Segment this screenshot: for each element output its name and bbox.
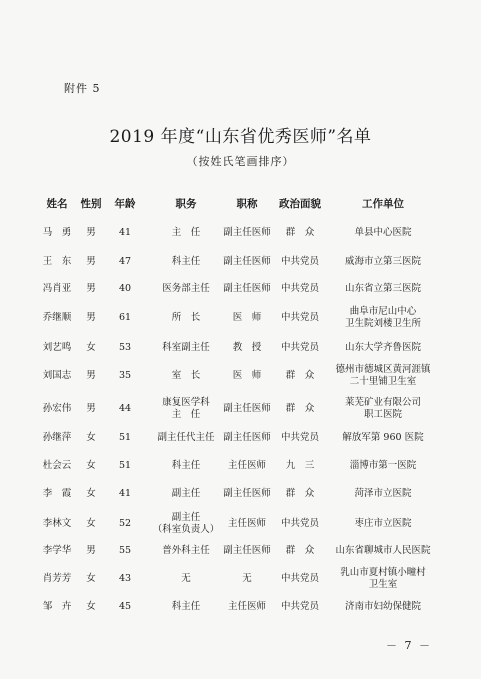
cell-name: 李 霞 xyxy=(42,488,72,499)
cell-unit: 济南市妇幼保健院 xyxy=(344,601,422,612)
cell-post: 副主任代主任 xyxy=(157,432,215,443)
cell-party: 中共党员 xyxy=(280,573,320,584)
cell-age: 40 xyxy=(118,283,132,294)
cell-age: 55 xyxy=(118,545,132,556)
cell-post: 普外科主任 xyxy=(162,545,210,556)
cell-unit: 德州市德城区黄河涯镇 二十里铺卫生室 xyxy=(335,364,431,387)
cell-name: 肖芳芳 xyxy=(42,573,72,584)
cell-title: 副主任医师 xyxy=(223,488,271,499)
cell-title: 主任医师 xyxy=(227,518,267,529)
cell-age: 44 xyxy=(118,403,132,414)
cell-title: 副主任医师 xyxy=(223,256,271,267)
cell-age: 51 xyxy=(118,432,132,443)
cell-age: 41 xyxy=(118,488,132,499)
cell-sex: 男 xyxy=(86,283,96,294)
document-subtitle: （按姓氏笔画排序） xyxy=(186,155,295,168)
cell-age: 41 xyxy=(118,227,132,238)
cell-name: 冯肖亚 xyxy=(42,283,72,294)
cell-age: 43 xyxy=(118,573,132,584)
cell-post: 科主任 xyxy=(171,460,201,471)
cell-title: 副主任医师 xyxy=(223,403,271,414)
cell-post: 副主任 （科室负责人） xyxy=(152,512,220,535)
cell-name: 孙宏伟 xyxy=(42,403,72,414)
cell-title: 副主任医师 xyxy=(223,283,271,294)
cell-party: 中共党员 xyxy=(280,432,320,443)
cell-sex: 女 xyxy=(86,601,96,612)
cell-sex: 男 xyxy=(86,370,96,381)
cell-title: 副主任医师 xyxy=(223,227,271,238)
header-post: 职务 xyxy=(175,198,197,210)
cell-name: 邹 卉 xyxy=(42,601,72,612)
cell-name: 马 勇 xyxy=(42,227,72,238)
header-age: 年龄 xyxy=(114,198,136,210)
cell-sex: 女 xyxy=(86,573,96,584)
cell-age: 52 xyxy=(118,518,132,529)
cell-party: 群 众 xyxy=(285,545,315,556)
cell-name: 刘国志 xyxy=(42,370,72,381)
cell-title: 主任医师 xyxy=(227,601,267,612)
cell-age: 47 xyxy=(118,256,132,267)
cell-sex: 女 xyxy=(86,432,96,443)
cell-unit: 山东省立第三医院 xyxy=(344,283,422,294)
cell-post: 康复医学科 主 任 xyxy=(162,397,210,420)
cell-name: 李学华 xyxy=(42,545,72,556)
document-title: 2019 年度“山东省优秀医师”名单 xyxy=(109,127,372,147)
cell-name: 乔继顺 xyxy=(42,312,72,323)
cell-unit: 曲阜市尼山中心 卫生院刘楼卫生所 xyxy=(344,306,422,329)
cell-post: 主 任 xyxy=(171,227,201,238)
cell-unit: 莱芜矿业有限公司 职工医院 xyxy=(344,397,422,420)
cell-sex: 男 xyxy=(86,545,96,556)
cell-sex: 男 xyxy=(86,312,96,323)
cell-name: 孙继萍 xyxy=(42,432,72,443)
cell-unit: 淄博市第一医院 xyxy=(349,460,417,471)
cell-party: 群 众 xyxy=(285,227,315,238)
cell-age: 45 xyxy=(118,601,132,612)
cell-party: 九 三 xyxy=(285,460,315,471)
cell-unit: 解放军第 960 医院 xyxy=(342,432,424,443)
cell-unit: 山东大学齐鲁医院 xyxy=(344,342,422,353)
cell-age: 51 xyxy=(118,460,132,471)
cell-title: 无 xyxy=(242,573,252,584)
cell-name: 李林文 xyxy=(42,518,72,529)
header-title: 职称 xyxy=(236,198,258,210)
cell-unit: 威海市立第三医院 xyxy=(344,256,422,267)
header-unit: 工作单位 xyxy=(362,198,404,210)
cell-party: 群 众 xyxy=(285,488,315,499)
header-sex: 性别 xyxy=(80,198,102,210)
cell-post: 医务部主任 xyxy=(162,283,210,294)
page-number: － 7 － xyxy=(386,639,432,652)
cell-party: 中共党员 xyxy=(280,342,320,353)
cell-unit: 乳山市夏村镇小疃村 卫生室 xyxy=(340,567,426,590)
cell-unit: 山东省聊城市人民医院 xyxy=(335,545,431,556)
cell-party: 中共党员 xyxy=(280,518,320,529)
cell-unit: 枣庄市立医院 xyxy=(354,518,412,529)
cell-age: 35 xyxy=(118,370,132,381)
cell-party: 中共党员 xyxy=(280,312,320,323)
cell-post: 科主任 xyxy=(171,601,201,612)
cell-title: 副主任医师 xyxy=(223,432,271,443)
header-party: 政治面貌 xyxy=(279,198,321,210)
cell-age: 53 xyxy=(118,342,132,353)
cell-party: 中共党员 xyxy=(280,256,320,267)
cell-name: 杜会云 xyxy=(42,460,72,471)
header-name: 姓名 xyxy=(46,198,68,210)
cell-title: 副主任医师 xyxy=(223,545,271,556)
cell-sex: 女 xyxy=(86,460,96,471)
cell-title: 教 授 xyxy=(232,342,262,353)
cell-unit: 单县中心医院 xyxy=(354,227,412,238)
cell-sex: 女 xyxy=(86,518,96,529)
cell-party: 中共党员 xyxy=(280,601,320,612)
cell-party: 中共党员 xyxy=(280,283,320,294)
cell-unit: 菏泽市立医院 xyxy=(354,488,412,499)
cell-post: 科主任 xyxy=(171,256,201,267)
cell-post: 副主任 xyxy=(171,488,201,499)
cell-sex: 男 xyxy=(86,227,96,238)
cell-name: 王 东 xyxy=(42,256,72,267)
cell-party: 群 众 xyxy=(285,370,315,381)
cell-post: 室 长 xyxy=(171,370,201,381)
cell-sex: 男 xyxy=(86,403,96,414)
cell-post: 无 xyxy=(181,573,191,584)
cell-name: 刘艺鸣 xyxy=(42,342,72,353)
cell-sex: 男 xyxy=(86,256,96,267)
cell-post: 所 长 xyxy=(171,312,201,323)
cell-age: 61 xyxy=(118,312,132,323)
attachment-label: 附件 5 xyxy=(64,82,101,95)
cell-sex: 女 xyxy=(86,342,96,353)
cell-title: 医 师 xyxy=(232,312,262,323)
cell-sex: 女 xyxy=(86,488,96,499)
cell-title: 医 师 xyxy=(232,370,262,381)
cell-title: 主任医师 xyxy=(227,460,267,471)
cell-post: 科室副主任 xyxy=(162,342,210,353)
cell-party: 群 众 xyxy=(285,403,315,414)
